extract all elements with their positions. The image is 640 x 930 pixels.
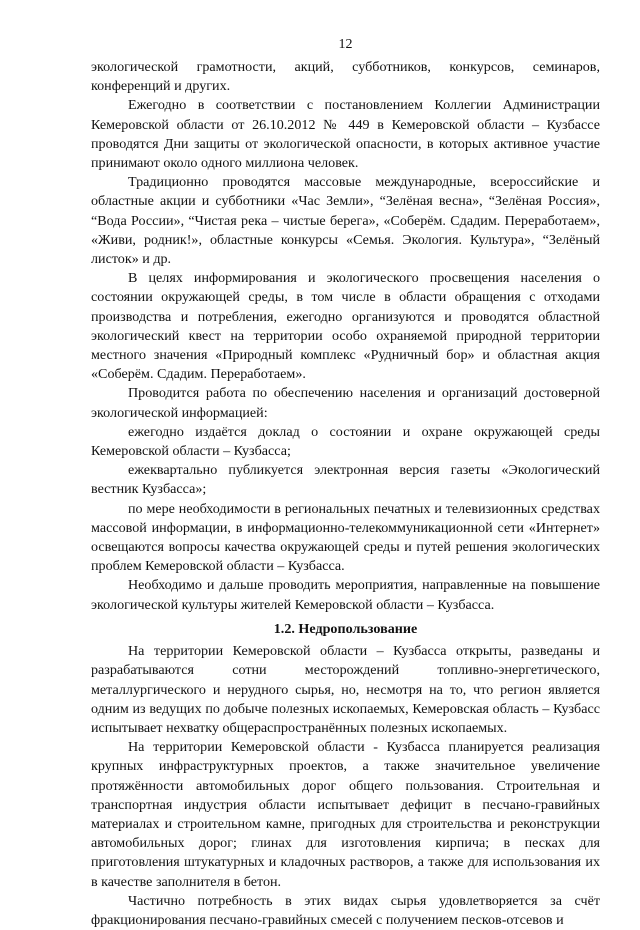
paragraph: Необходимо и дальше проводить мероприятия, направленные на повышение экологической культуры жителей Кемеровской области – Кузбасса. (91, 577, 600, 613)
list-item: ежеквартально публикуется электронная версия газеты «Экологический вестник Кузбасса»; (91, 462, 600, 498)
paragraph: Частично потребность в этих видах сырья удовлетворяется за счёт фракционирования песчано-гравийных смесей с получением песков-отсевов и (91, 892, 600, 928)
paragraph: В целях информирования и экологического просвещения населения о состоянии окружающей среды, в том числе в области обращения с отходами производства и потребления, ежегодно организуются и проводятся областной экологический квест на территории особо охраняемой природной территории местного значения «Природный комплекс «Рудничный бор» и областная акция «Соберём. Сдадим. Переработаем». (91, 270, 600, 383)
paragraph: На территории Кемеровской области - Кузбасса планируется реализация крупных инфраструктурных проектов, а также значительное увеличение протяжённости автомобильных дорог общего пользования. Строительная и транспортная индустрия области испытывает дефицит в песчано-гравийных материалах и строительном камне, пригодных для строительства и реконструкции автомобильных дорог; глинах для изготовления кирпича; в песках для приготовления штукатурных и кладочных растворов, а также для использования их в качестве заполнителя в бетон. (91, 739, 600, 890)
list-item: ежегодно издаётся доклад о состоянии и охране окружающей среды Кемеровской области – Кузбасса; (91, 423, 600, 460)
page-number: 12 (338, 37, 353, 52)
paragraph: экологической грамотности, акций, субботников, конкурсов, семинаров, конференций и других. (91, 59, 600, 95)
paragraph: Ежегодно в соответствии с постановлением Коллегии Администрации Кемеровской области от 26.10.2012 № 449 в Кемеровской области – Кузбассе проводятся Дни защиты от экологической опасности, в которых активное участие принимают около одного миллиона человек. (91, 97, 600, 172)
paragraph: На территории Кемеровской области – Кузбасса открыты, разведаны и разрабатываются сотни месторождений топливно-энергетического, металлургического и нерудного сырья, но, несмотря на то, что регион является одним из ведущих по добыче полезных ископаемых, Кемеровская область – Кузбасс испытывает нехватку общераспространённых полезных ископаемых. (91, 643, 600, 736)
section-heading: 1.2. Недропользование (273, 620, 418, 637)
paragraph: Проводится работа по обеспечению населения и организаций достоверной экологической информацией: (91, 385, 600, 421)
list-item: по мере необходимости в региональных печатных и телевизионных средствах массовой информации, в информационно-телекоммуникационной сети «Интернет» освещаются вопросы качества окружающей среды и путей решения экологических проблем Кемеровской области – Кузбасса. (91, 500, 600, 575)
paragraph: Традиционно проводятся массовые международные, всероссийские и областные акции и субботники «Час Земли», “Зелёная весна», “Зелёная Россия», “Вода России», “Чистая река – чистые берега», «Соберём. Сдадим. Переработаем», «Живи, родник!», областные конкурсы «Семья. Экология. Культура», “Зелёный листок» и др. (91, 174, 600, 268)
document-page (91, 36, 600, 930)
